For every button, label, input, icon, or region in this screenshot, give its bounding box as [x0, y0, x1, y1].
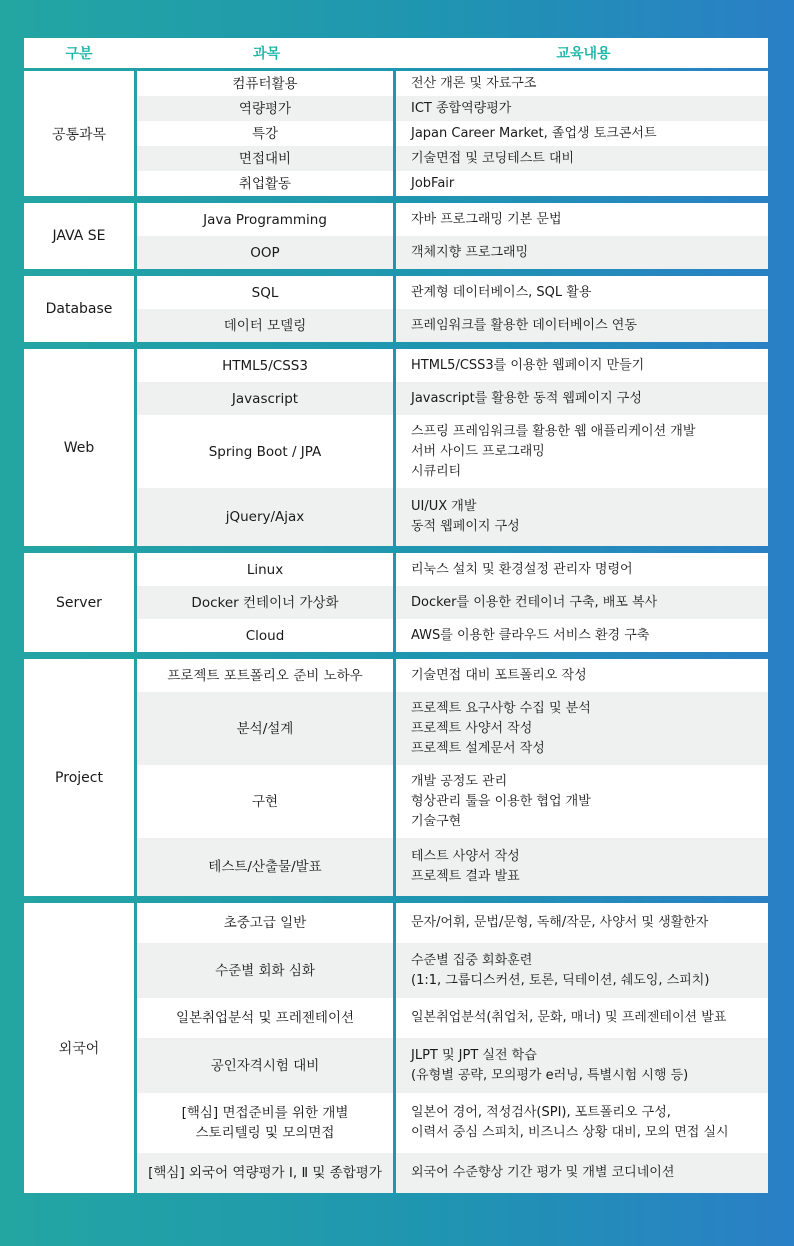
content-line: 프로젝트 결과 발표	[411, 869, 520, 884]
subject-cell	[137, 276, 393, 309]
category-cell: Database	[24, 276, 134, 342]
category-cell: 외국어	[24, 903, 134, 1193]
subject-cell	[137, 309, 393, 342]
subject-line: jQuery/Ajax	[225, 509, 305, 525]
category-group	[24, 349, 768, 546]
content-line: 관계형 데이터베이스, SQL 활용	[411, 284, 592, 300]
content-cell	[396, 415, 768, 488]
subject-cell	[137, 1153, 393, 1193]
table-row	[137, 998, 768, 1038]
table-row	[137, 586, 768, 619]
subject-cell	[137, 203, 393, 236]
content-cell	[396, 309, 768, 342]
table-row	[137, 1153, 768, 1193]
subject-line: 데이터 모델링	[223, 317, 307, 334]
subject-line: HTML5/CSS3	[222, 357, 308, 374]
subject-line: 구현	[251, 793, 279, 810]
subject-cell	[137, 998, 393, 1038]
subject-line: 수준별 회화 심화	[215, 962, 315, 979]
header-subject: 과목	[252, 46, 281, 62]
content-line: 수준별 집중 회화훈련	[411, 952, 533, 968]
category-group	[24, 903, 768, 1193]
table-row	[137, 71, 768, 96]
subject-cell	[137, 1038, 393, 1093]
content-line: 프레임워크를 활용한 데이터베이스 연동	[411, 317, 637, 333]
content-line: UI/UX 개발	[411, 499, 477, 514]
table-row	[137, 236, 768, 269]
content-line: JobFair	[411, 175, 455, 191]
table-row	[137, 276, 768, 309]
content-cell	[396, 692, 768, 765]
subject-line: 분석/설계	[236, 720, 294, 737]
content-cell	[396, 553, 768, 586]
subject-cell	[137, 171, 393, 196]
content-line: 테스트 사양서 작성	[411, 849, 520, 864]
subject-line: 프로젝트 포트폴리오 준비 노하우	[167, 667, 363, 684]
content-cell	[396, 146, 768, 171]
content-line: 일본어 경어, 적성검사(SPI), 포트폴리오 구성,	[411, 1105, 671, 1120]
subject-line: 컴퓨터활용	[232, 75, 298, 92]
subject-line: [핵심] 외국어 역량평가 Ⅰ, Ⅱ 및 종합평가	[148, 1165, 382, 1181]
content-cell	[396, 903, 768, 943]
content-cell	[396, 998, 768, 1038]
content-line: 동적 웹페이지 구성	[411, 519, 520, 534]
content-cell	[396, 659, 768, 692]
content-line: 이력서 중심 스피치, 비즈니스 상황 대비, 모의 면접 실시	[411, 1125, 729, 1140]
subject-cell	[137, 382, 393, 415]
content-line: Javascript를 활용한 동적 웹페이지 구성	[411, 390, 642, 406]
content-line: 문자/어휘, 문법/문형, 독해/작문, 사양서 및 생활한자	[411, 915, 709, 930]
subject-cell	[137, 415, 393, 488]
content-cell	[396, 171, 768, 196]
subject-cell	[137, 943, 393, 998]
content-cell	[396, 276, 768, 309]
content-line: 기술면접 대비 포트폴리오 작성	[411, 667, 587, 683]
subject-line: 취업활동	[238, 175, 292, 192]
subject-line: Docker 컨테이너 가상화	[191, 594, 339, 611]
subject-cell	[137, 838, 393, 896]
content-line: 시큐리티	[411, 463, 462, 479]
subject-line: OOP	[250, 244, 280, 261]
table-row	[137, 96, 768, 121]
category-cell: JAVA SE	[24, 203, 134, 269]
content-cell	[396, 1038, 768, 1093]
content-line: 프로젝트 요구사항 수집 및 분석	[411, 700, 591, 716]
content-line: 프로젝트 설계문서 작성	[411, 740, 545, 756]
subject-line: Cloud	[245, 627, 285, 644]
table-row	[137, 943, 768, 998]
table-row	[137, 765, 768, 838]
content-cell	[396, 236, 768, 269]
subject-line: 테스트/산출물/발표	[208, 859, 322, 875]
content-cell	[396, 488, 768, 546]
content-cell	[396, 382, 768, 415]
curriculum-table	[24, 38, 768, 1200]
subject-cell	[137, 236, 393, 269]
subject-cell	[137, 146, 393, 171]
subject-cell	[137, 765, 393, 838]
subject-cell	[137, 96, 393, 121]
content-line: 프로젝트 사양서 작성	[411, 720, 533, 736]
table-row	[137, 838, 768, 896]
content-cell	[396, 765, 768, 838]
subject-cell	[137, 349, 393, 382]
content-cell	[396, 586, 768, 619]
category-cell: 공통과목	[24, 71, 134, 196]
subject-line: 공인자격시험 대비	[210, 1057, 320, 1074]
table-row	[137, 1038, 768, 1093]
table-row	[137, 415, 768, 488]
table-row	[137, 349, 768, 382]
subject-line: 초중고급 일반	[223, 915, 307, 931]
table-row	[137, 1093, 768, 1153]
content-line: 스프링 프레임워크를 활용한 웹 애플리케이션 개발	[411, 423, 696, 439]
content-cell	[396, 1093, 768, 1153]
content-cell	[396, 71, 768, 96]
subject-cell	[137, 903, 393, 943]
category-group	[24, 553, 768, 652]
content-line: 외국어 수준향상 기간 평가 및 개별 코디네이션	[411, 1165, 675, 1180]
subject-cell	[137, 121, 393, 146]
table-row	[137, 382, 768, 415]
content-line: AWS를 이용한 클라우드 서비스 환경 구축	[411, 627, 650, 643]
subject-line: Javascript	[231, 390, 299, 407]
table-header	[24, 38, 768, 68]
subject-line: Java Programming	[203, 211, 327, 228]
content-cell	[396, 619, 768, 652]
subject-cell	[137, 659, 393, 692]
subject-cell	[137, 553, 393, 586]
category-cell: Project	[24, 659, 134, 896]
header-content: 교육내용	[556, 46, 611, 62]
table-row	[137, 553, 768, 586]
content-cell	[396, 349, 768, 382]
category-cell: Server	[24, 553, 134, 652]
subject-line: 스토리텔링 및 모의면접	[195, 1125, 335, 1141]
table-row	[137, 903, 768, 943]
subject-line: 면접대비	[238, 150, 292, 167]
content-cell	[396, 121, 768, 146]
content-line: Japan Career Market, 졸업생 토크콘서트	[411, 125, 657, 141]
table-row	[137, 659, 768, 692]
content-line: 리눅스 설치 및 환경설정 관리자 명령어	[411, 561, 633, 577]
content-line: ICT 종합역량평가	[411, 100, 512, 116]
content-cell	[396, 1153, 768, 1193]
subject-line: 역량평가	[238, 100, 292, 117]
content-cell	[396, 96, 768, 121]
table-row	[137, 171, 768, 196]
category-group	[24, 276, 768, 342]
subject-cell	[137, 71, 393, 96]
content-line: 기술면접 및 코딩테스트 대비	[411, 150, 575, 166]
subject-line: 특강	[251, 125, 279, 142]
table-row	[137, 488, 768, 546]
table-row	[137, 309, 768, 342]
table-row	[137, 203, 768, 236]
table-row	[137, 692, 768, 765]
subject-line: 일본취업분석 및 프레젠테이션	[175, 1010, 355, 1026]
content-line: (유형별 공략, 모의평가 e러닝, 특별시험 시행 등)	[411, 1067, 689, 1083]
content-line: 자바 프로그래밍 기본 문법	[411, 211, 562, 227]
subject-line: Spring Boot / JPA	[208, 443, 322, 460]
content-line: 개발 공정도 관리	[411, 773, 508, 789]
table-body	[24, 71, 768, 1193]
category-group	[24, 659, 768, 896]
content-line: 서버 사이드 프로그래밍	[411, 443, 545, 459]
category-cell: Web	[24, 349, 134, 546]
subject-line: [핵심] 면접준비를 위한 개별	[181, 1105, 349, 1121]
content-line: (1:1, 그룹디스커션, 토론, 딕테이션, 쉐도잉, 스피치)	[411, 972, 710, 988]
subject-cell	[137, 1093, 393, 1153]
category-group	[24, 203, 768, 269]
content-cell	[396, 838, 768, 896]
table-row	[137, 619, 768, 652]
content-line: JLPT 및 JPT 실전 학습	[411, 1047, 537, 1063]
content-cell	[396, 943, 768, 998]
content-cell	[396, 203, 768, 236]
content-line: 기술구현	[411, 813, 462, 829]
subject-cell	[137, 586, 393, 619]
subject-cell	[137, 692, 393, 765]
content-line: Docker를 이용한 컨테이너 구축, 배포 복사	[411, 594, 658, 610]
content-line: 객체지향 프로그래밍	[411, 244, 529, 260]
header-category: 구분	[65, 46, 93, 62]
category-group	[24, 71, 768, 196]
subject-line: SQL	[251, 284, 279, 301]
content-line: 형상관리 툴을 이용한 협업 개발	[411, 793, 591, 809]
subject-cell	[137, 488, 393, 546]
subject-line: Linux	[246, 561, 284, 578]
table-row	[137, 121, 768, 146]
subject-cell	[137, 619, 393, 652]
table-row	[137, 146, 768, 171]
content-line: HTML5/CSS3를 이용한 웹페이지 만들기	[411, 357, 645, 373]
content-line: 전산 개론 및 자료구조	[411, 75, 537, 91]
content-line: 일본취업분석(취업처, 문화, 매너) 및 프레젠테이션 발표	[411, 1010, 727, 1025]
